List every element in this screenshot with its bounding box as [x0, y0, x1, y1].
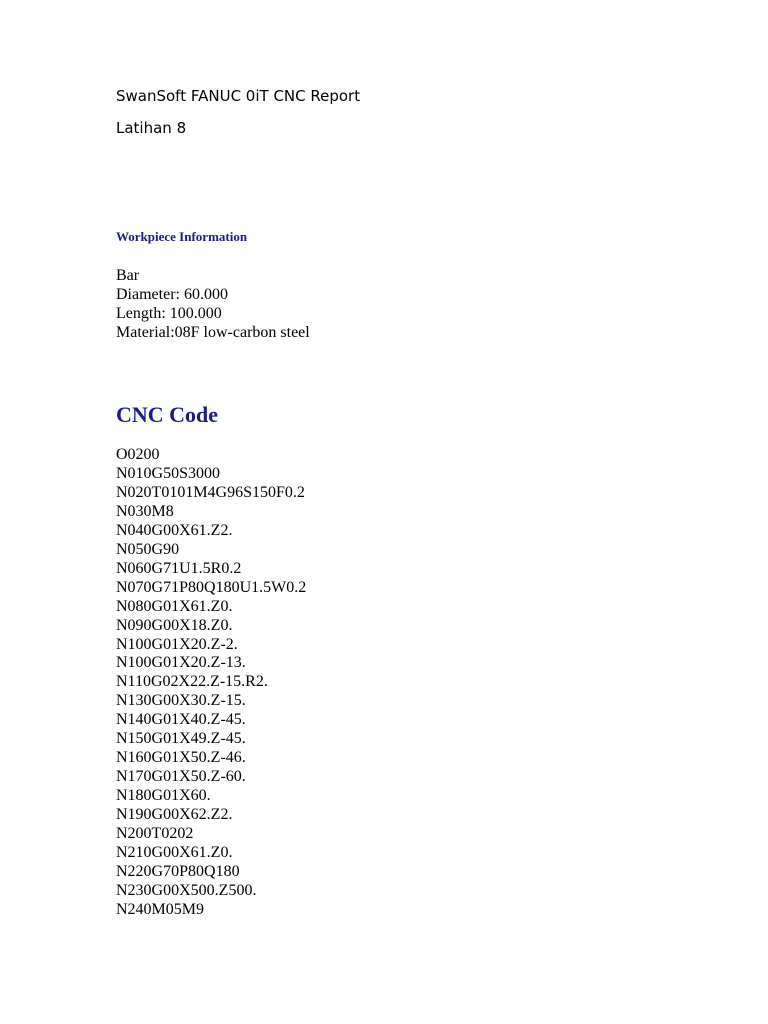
cnc-code-line: N050G90 — [116, 540, 180, 558]
cnc-code-line: N080G01X61.Z0. — [116, 597, 233, 615]
cnc-code-line: N210G00X61.Z0. — [116, 844, 233, 862]
cnc-code-line: N130G00X30.Z-15. — [116, 692, 246, 710]
cnc-code-line: N180G01X60. — [116, 787, 211, 805]
workpiece-type: Bar — [116, 267, 140, 284]
cnc-code-line: N060G71U1.5R0.2 — [116, 559, 242, 577]
workpiece-length: Length: 100.000 — [116, 305, 222, 322]
cnc-code-line: N100G01X20.Z-13. — [116, 654, 246, 672]
cnc-code-line: N140G01X40.Z-45. — [116, 711, 246, 729]
report-subtitle: Latihan 8 — [116, 119, 187, 137]
cnc-code-line: N100G01X20.Z-2. — [116, 635, 238, 653]
workpiece-material: Material:08F low-carbon steel — [116, 324, 310, 341]
cnc-code-line: N220G70P80Q180 — [116, 862, 240, 880]
cnc-code-line: N230G00X500.Z500. — [116, 881, 257, 899]
cnc-code-line: N200T0202 — [116, 825, 194, 843]
cnc-code-line: N160G01X50.Z-46. — [116, 749, 246, 767]
cnc-code-line: O0200 — [116, 446, 160, 463]
cnc-code-line: N190G00X62.Z2. — [116, 806, 233, 824]
cnc-code-line: N020T0101M4G96S150F0.2 — [116, 483, 305, 501]
report-page — [116, 86, 728, 920]
workpiece-info — [116, 266, 728, 342]
cnc-code-line: N010G50S3000 — [116, 464, 221, 482]
workpiece-diameter: Diameter: 60.000 — [116, 286, 228, 303]
cnc-code-listing — [116, 446, 728, 920]
cnc-code-line: N170G01X50.Z-60. — [116, 768, 246, 786]
report-title: SwanSoft FANUC 0iT CNC Report — [116, 87, 361, 105]
cnc-code-line: N150G01X49.Z-45. — [116, 730, 246, 748]
cnc-code-line: N070G71P80Q180U1.5W0.2 — [116, 578, 307, 596]
cnc-code-line: N040G00X61.Z2. — [116, 521, 233, 539]
cnc-code-heading: CNC Code — [116, 402, 219, 427]
cnc-code-line: N240M05M9 — [116, 900, 205, 918]
workpiece-heading: Workpiece Information — [116, 229, 248, 244]
cnc-code-line: N090G00X18.Z0. — [116, 616, 233, 634]
cnc-code-line: N030M8 — [116, 502, 174, 520]
cnc-code-line: N110G02X22.Z-15.R2. — [116, 673, 268, 691]
